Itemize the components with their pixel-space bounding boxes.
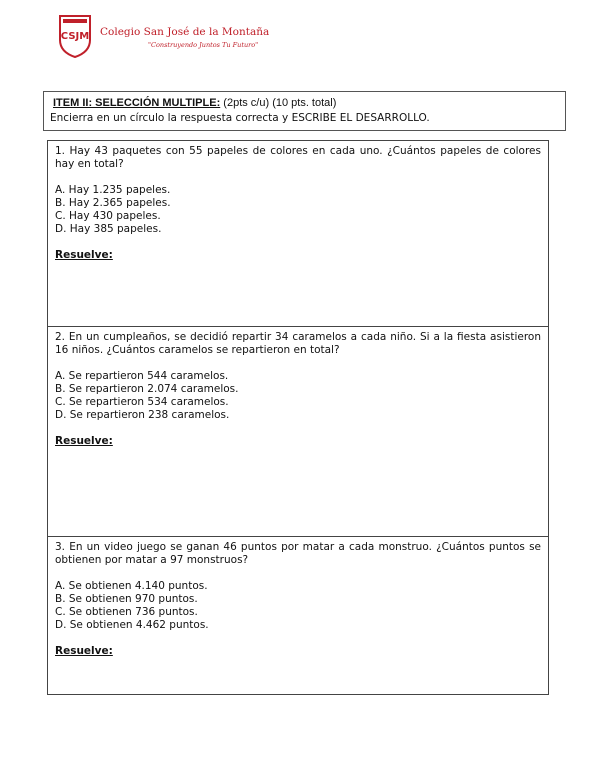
school-name: Colegio San José de la Montaña xyxy=(100,26,270,38)
item-instruction: Encierra en un círculo la respuesta correcta y ESCRIBE EL DESARROLLO. xyxy=(50,112,430,124)
option-a[interactable]: A. Se obtienen 4.140 puntos. xyxy=(55,580,208,592)
school-motto: "Construyendo Juntos Tu Futuro" xyxy=(148,41,259,49)
question-text: 2. En un cumpleaños, se decidió repartir 34 caramelos a cada niño. Si a la fiesta asistieron 16 niños. ¿Cuántos caramelos se repartieron en total? xyxy=(55,331,541,356)
questions-table xyxy=(47,140,549,695)
option-c[interactable]: C. Se repartieron 534 caramelos. xyxy=(55,396,229,408)
school-header xyxy=(58,14,278,66)
question-2 xyxy=(48,327,548,537)
option-a[interactable]: A. Se repartieron 544 caramelos. xyxy=(55,370,229,382)
option-b[interactable]: B. Hay 2.365 papeles. xyxy=(55,197,171,209)
item-points: (2pts c/u) (10 pts. total) xyxy=(220,97,337,109)
question-3 xyxy=(48,537,548,694)
question-1 xyxy=(48,141,548,327)
question-text: 1. Hay 43 paquetes con 55 papeles de colores en cada uno. ¿Cuántos papeles de colores hay en total? xyxy=(55,145,541,170)
option-d[interactable]: D. Se obtienen 4.462 puntos. xyxy=(55,619,209,631)
option-b[interactable]: B. Se obtienen 970 puntos. xyxy=(55,593,198,605)
item-heading: ITEM II: SELECCIÓN MULTIPLE: xyxy=(53,97,221,109)
question-text: 3. En un video juego se ganan 46 puntos por matar a cada monstruo. ¿Cuántos puntos se obtienen por matar a 97 monstruos? xyxy=(55,541,541,566)
option-d[interactable]: D. Hay 385 papeles. xyxy=(55,223,162,235)
option-a[interactable]: A. Hay 1.235 papeles. xyxy=(55,184,171,196)
item-title-line xyxy=(53,97,336,109)
option-c[interactable]: C. Hay 430 papeles. xyxy=(55,210,161,222)
logo-text: CSJM xyxy=(60,31,90,42)
option-d[interactable]: D. Se repartieron 238 caramelos. xyxy=(55,409,230,421)
option-c[interactable]: C. Se obtienen 736 puntos. xyxy=(55,606,198,618)
school-crest-logo xyxy=(58,14,92,58)
resuelve-label: Resuelve: xyxy=(55,435,113,447)
item-instructions-box xyxy=(43,91,566,131)
resuelve-label: Resuelve: xyxy=(55,645,113,657)
resuelve-label: Resuelve: xyxy=(55,249,113,261)
option-b[interactable]: B. Se repartieron 2.074 caramelos. xyxy=(55,383,239,395)
